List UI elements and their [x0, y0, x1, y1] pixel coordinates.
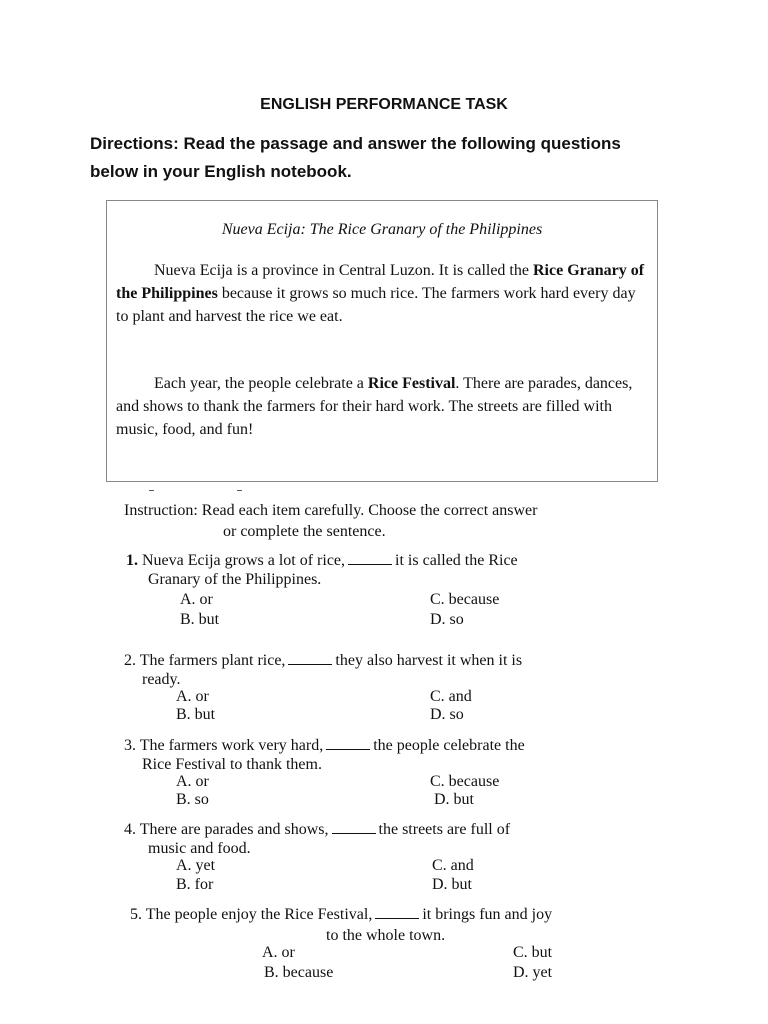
option-d: D. but	[434, 791, 474, 808]
instruction	[124, 500, 537, 542]
option-c: C. and	[430, 688, 472, 705]
question-1: 1. Nueva Ecija grows a lot of rice, it is called the Rice Granary of the Philippines.	[126, 552, 518, 588]
divider	[149, 490, 154, 491]
passage-paragraph-1: Nueva Ecija is a province in Central Luzon. It is called the Rice Granary of the Philippines because it grows so much rice. The farmers work hard every day to plant and harvest the rice we eat.	[116, 262, 645, 325]
option-d: D. so	[430, 611, 464, 628]
option-a: A. or	[262, 944, 295, 961]
option-d: D. so	[430, 706, 464, 723]
option-c: C. because	[430, 773, 500, 790]
passage-box	[106, 200, 658, 482]
option-c: C. because	[430, 591, 500, 608]
option-d: D. but	[432, 876, 472, 893]
question-5: 5. The people enjoy the Rice Festival, it brings fun and joy to the whole town.	[130, 906, 553, 944]
option-b: B. but	[180, 611, 220, 628]
passage-title: Nueva Ecija: The Rice Granary of the Philippines	[221, 221, 543, 238]
option-b: B. for	[176, 876, 214, 893]
instruction-line-2: or complete the sentence.	[223, 523, 386, 540]
option-c: C. but	[513, 944, 553, 961]
option-a: A. or	[176, 688, 209, 705]
option-b: B. but	[176, 706, 216, 723]
option-c: C. and	[432, 857, 474, 874]
question-2: 2. The farmers plant rice, they also harvest it when it is ready.	[124, 652, 523, 688]
instruction-line-1: Instruction: Read each item carefully. Choose the correct answer	[124, 502, 538, 519]
option-a: A. yet	[176, 857, 216, 874]
page-title: ENGLISH PERFORMANCE TASK	[260, 96, 508, 113]
option-b: B. so	[176, 791, 209, 808]
divider	[237, 490, 242, 491]
question-4: 4. There are parades and shows, the streets are full of music and food.	[124, 821, 511, 857]
option-b: B. because	[264, 964, 334, 981]
option-d: D. yet	[513, 964, 553, 981]
directions: Directions: Read the passage and answer the following questions below in your English notebook.	[90, 134, 621, 181]
passage-paragraph-2: Each year, the people celebrate a Rice Festival. There are parades, dances, and shows to thank the farmers for their hard work. The streets are filled with music, food, and fun!	[116, 375, 633, 438]
option-a: A. or	[176, 773, 209, 790]
option-a: A. or	[180, 591, 213, 608]
question-3: 3. The farmers work very hard, the people celebrate the Rice Festival to thank them.	[124, 737, 525, 773]
